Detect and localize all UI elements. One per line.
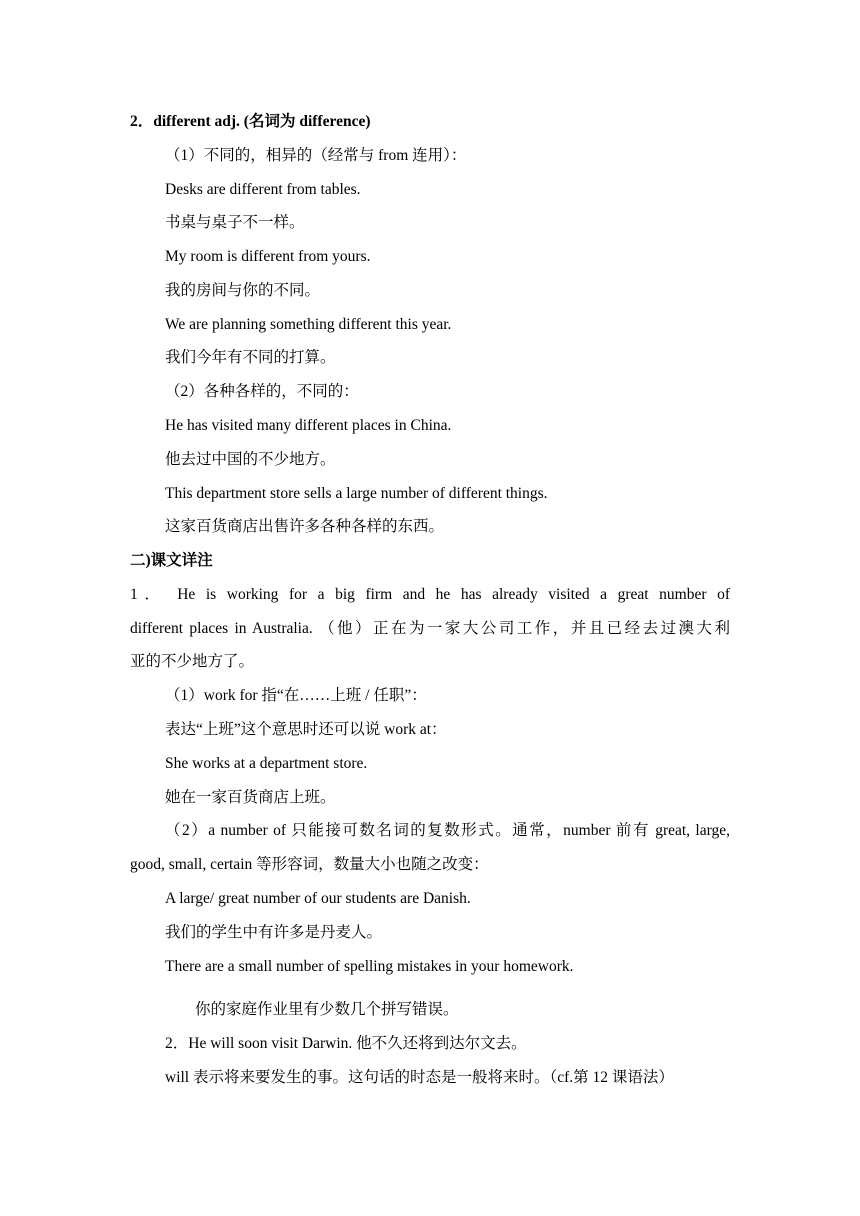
example-en: There are a small number of spelling mistakes in your homework. — [165, 958, 574, 975]
example-en: He has visited many different places in China. — [165, 417, 452, 434]
note-will-future: will 表示将来要发生的事。这句话的时态是一般将来时。（cf.第 12 课语法） — [165, 1069, 674, 1086]
sense-2-definition: （2）各种各样的，不同的： — [165, 383, 359, 400]
example-en: We are planning something different this year. — [165, 316, 452, 333]
example-zh: 这家百货商店出售许多各种各样的东西。 — [165, 518, 445, 535]
example-zh: 书桌与桌子不一样。 — [165, 214, 305, 231]
example-zh: 她在一家百货商店上班。 — [165, 789, 336, 806]
example-zh: 他去过中国的不少地方。 — [165, 451, 336, 468]
section-heading-text-notes: 二)课文详注 — [130, 552, 213, 569]
paragraph-line: 亚的不少地方了。 — [130, 653, 255, 670]
example-en: Desks are different from tables. — [165, 181, 361, 198]
paragraph-line: different places in Australia. （他）正在为一家大公司工作，并且已经去过澳大利 — [130, 620, 730, 637]
example-zh: 你的家庭作业里有少数几个拼写错误。 — [195, 1001, 459, 1018]
example-zh: 我的房间与你的不同。 — [165, 282, 321, 299]
example-en: She works at a department store. — [165, 755, 368, 772]
example-en: This department store sells a large number of different things. — [165, 485, 548, 502]
note-a-number-of: （2）a number of 只能接可数名词的复数形式。通常，number 前有 great, large, — [165, 822, 730, 839]
example-zh: 我们的学生中有许多是丹麦人。 — [165, 924, 383, 941]
note-work-for: （1）work for 指“在……上班 / 任职”： — [165, 687, 427, 704]
sense-1-definition: （1）不同的，相异的（经常与 from 连用）： — [165, 147, 467, 164]
example-en: A large/ great number of our students are Danish. — [165, 890, 471, 907]
section-heading-different: 2．different adj. (名词为 difference) — [130, 113, 371, 130]
note-a-number-of-cont: good, small, certain 等形容词，数量大小也随之改变： — [130, 856, 489, 873]
note-work-at: 表达“上班”这个意思时还可以说 work at： — [165, 721, 447, 738]
paragraph-will-visit: 2．He will soon visit Darwin. 他不久还将到达尔文去。 — [165, 1035, 527, 1052]
example-en: My room is different from yours. — [165, 248, 371, 265]
example-zh: 我们今年有不同的打算。 — [165, 349, 336, 366]
paragraph-line: 1． He is working for a big firm and he has already visited a great number of — [130, 586, 730, 603]
